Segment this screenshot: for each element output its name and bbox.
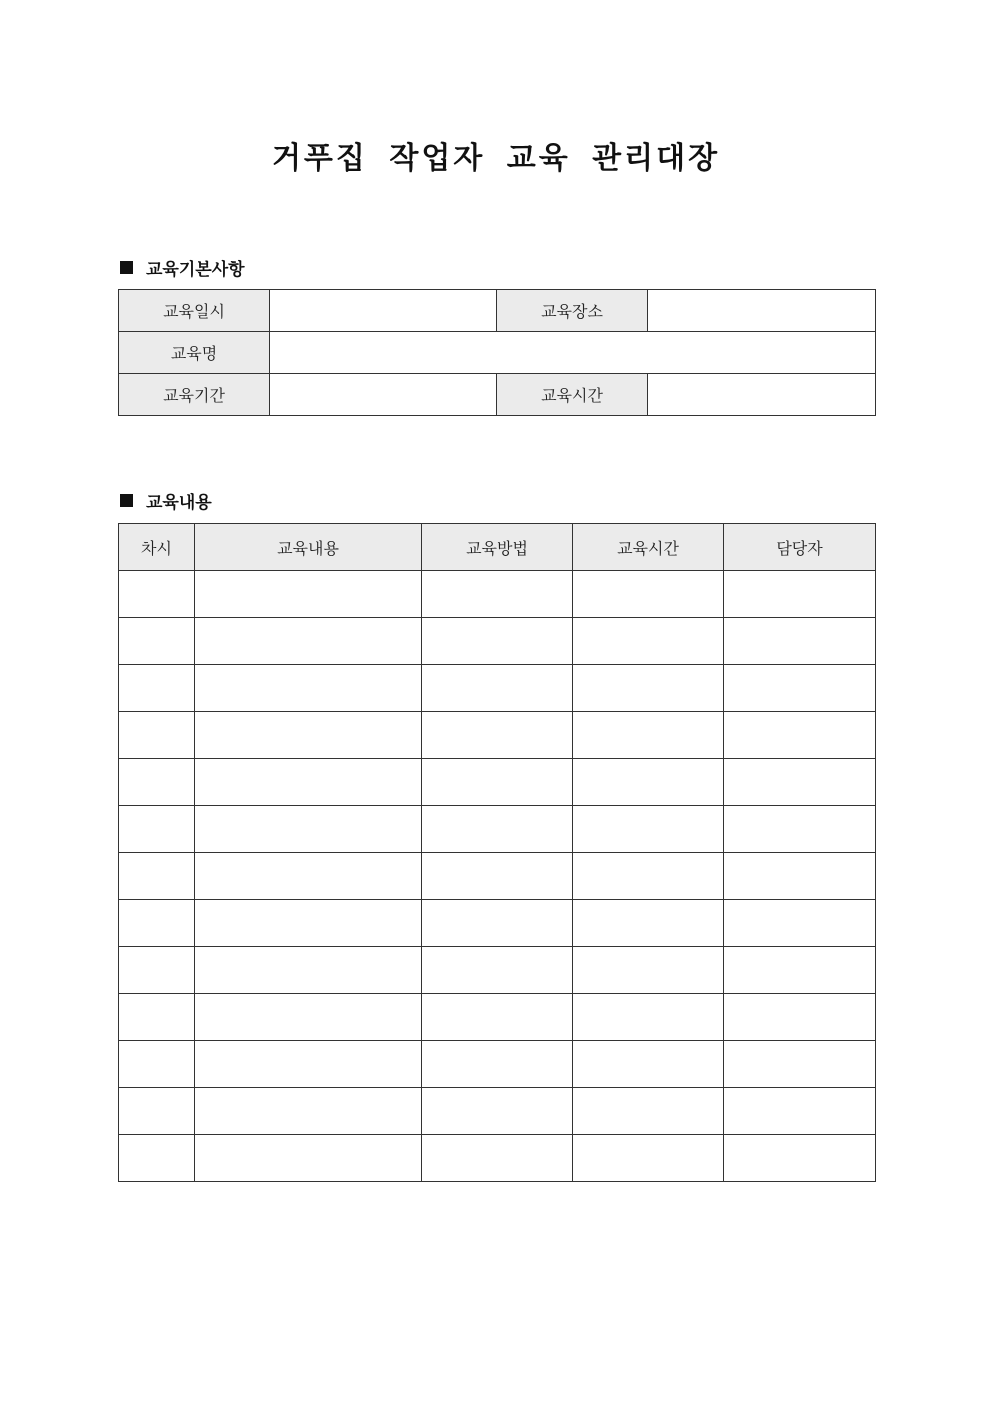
column-header-manager: 담당자 <box>724 524 876 571</box>
table-row <box>119 712 876 759</box>
square-bullet-icon <box>120 494 133 507</box>
session-cell[interactable] <box>119 759 195 806</box>
method-cell[interactable] <box>422 1041 573 1088</box>
time-cell[interactable] <box>573 1135 724 1182</box>
time-label: 교육시간 <box>497 374 648 416</box>
table-row <box>119 1088 876 1135</box>
table-row <box>119 571 876 618</box>
content-cell[interactable] <box>195 1088 422 1135</box>
education-content-table <box>118 523 876 1182</box>
date-label: 교육일시 <box>119 290 270 332</box>
column-header-time: 교육시간 <box>573 524 724 571</box>
place-field[interactable] <box>648 290 876 332</box>
period-label: 교육기간 <box>119 374 270 416</box>
place-label: 교육장소 <box>497 290 648 332</box>
content-cell[interactable] <box>195 618 422 665</box>
table-header-row <box>119 524 876 571</box>
session-cell[interactable] <box>119 900 195 947</box>
content-cell[interactable] <box>195 806 422 853</box>
manager-cell[interactable] <box>724 1088 876 1135</box>
table-row <box>119 994 876 1041</box>
table-row <box>119 1041 876 1088</box>
basic-info-table <box>118 289 876 416</box>
table-row <box>119 806 876 853</box>
table-row <box>119 332 876 374</box>
session-cell[interactable] <box>119 853 195 900</box>
table-row <box>119 618 876 665</box>
session-cell[interactable] <box>119 1041 195 1088</box>
time-cell[interactable] <box>573 665 724 712</box>
table-row <box>119 374 876 416</box>
method-cell[interactable] <box>422 1135 573 1182</box>
method-cell[interactable] <box>422 806 573 853</box>
content-cell[interactable] <box>195 759 422 806</box>
time-cell[interactable] <box>573 571 724 618</box>
manager-cell[interactable] <box>724 1135 876 1182</box>
method-cell[interactable] <box>422 947 573 994</box>
table-row <box>119 759 876 806</box>
content-cell[interactable] <box>195 853 422 900</box>
session-cell[interactable] <box>119 712 195 759</box>
session-cell[interactable] <box>119 947 195 994</box>
table-row <box>119 290 876 332</box>
manager-cell[interactable] <box>724 571 876 618</box>
name-label: 교육명 <box>119 332 270 374</box>
manager-cell[interactable] <box>724 994 876 1041</box>
content-cell[interactable] <box>195 900 422 947</box>
time-cell[interactable] <box>573 994 724 1041</box>
session-cell[interactable] <box>119 665 195 712</box>
session-cell[interactable] <box>119 1088 195 1135</box>
table-row <box>119 900 876 947</box>
table-row <box>119 665 876 712</box>
content-cell[interactable] <box>195 712 422 759</box>
manager-cell[interactable] <box>724 1041 876 1088</box>
column-header-content: 교육내용 <box>195 524 422 571</box>
manager-cell[interactable] <box>724 806 876 853</box>
method-cell[interactable] <box>422 571 573 618</box>
time-cell[interactable] <box>573 947 724 994</box>
method-cell[interactable] <box>422 900 573 947</box>
date-field[interactable] <box>270 290 497 332</box>
method-cell[interactable] <box>422 759 573 806</box>
content-cell[interactable] <box>195 571 422 618</box>
basic-section-heading <box>120 255 245 280</box>
time-cell[interactable] <box>573 759 724 806</box>
manager-cell[interactable] <box>724 853 876 900</box>
time-cell[interactable] <box>573 900 724 947</box>
time-field[interactable] <box>648 374 876 416</box>
manager-cell[interactable] <box>724 759 876 806</box>
table-row <box>119 947 876 994</box>
content-cell[interactable] <box>195 994 422 1041</box>
manager-cell[interactable] <box>724 712 876 759</box>
time-cell[interactable] <box>573 1088 724 1135</box>
time-cell[interactable] <box>573 806 724 853</box>
time-cell[interactable] <box>573 1041 724 1088</box>
time-cell[interactable] <box>573 618 724 665</box>
content-cell[interactable] <box>195 1041 422 1088</box>
manager-cell[interactable] <box>724 900 876 947</box>
content-cell[interactable] <box>195 947 422 994</box>
session-cell[interactable] <box>119 994 195 1041</box>
content-cell[interactable] <box>195 1135 422 1182</box>
content-section-heading <box>120 488 212 513</box>
period-field[interactable] <box>270 374 497 416</box>
session-cell[interactable] <box>119 618 195 665</box>
page-title: 거푸집 작업자 교육 관리대장 <box>271 141 721 176</box>
method-cell[interactable] <box>422 665 573 712</box>
column-header-method: 교육방법 <box>422 524 573 571</box>
column-header-session: 차시 <box>119 524 195 571</box>
method-cell[interactable] <box>422 618 573 665</box>
method-cell[interactable] <box>422 994 573 1041</box>
manager-cell[interactable] <box>724 947 876 994</box>
name-field[interactable] <box>270 332 876 374</box>
method-cell[interactable] <box>422 853 573 900</box>
square-bullet-icon <box>120 261 133 274</box>
session-cell[interactable] <box>119 1135 195 1182</box>
content-cell[interactable] <box>195 665 422 712</box>
method-cell[interactable] <box>422 712 573 759</box>
content-section-title: 교육내용 <box>146 493 212 513</box>
session-cell[interactable] <box>119 806 195 853</box>
manager-cell[interactable] <box>724 665 876 712</box>
table-row <box>119 1135 876 1182</box>
table-row <box>119 853 876 900</box>
time-cell[interactable] <box>573 712 724 759</box>
basic-section-title: 교육기본사항 <box>146 260 245 280</box>
session-cell[interactable] <box>119 571 195 618</box>
manager-cell[interactable] <box>724 618 876 665</box>
method-cell[interactable] <box>422 1088 573 1135</box>
time-cell[interactable] <box>573 853 724 900</box>
